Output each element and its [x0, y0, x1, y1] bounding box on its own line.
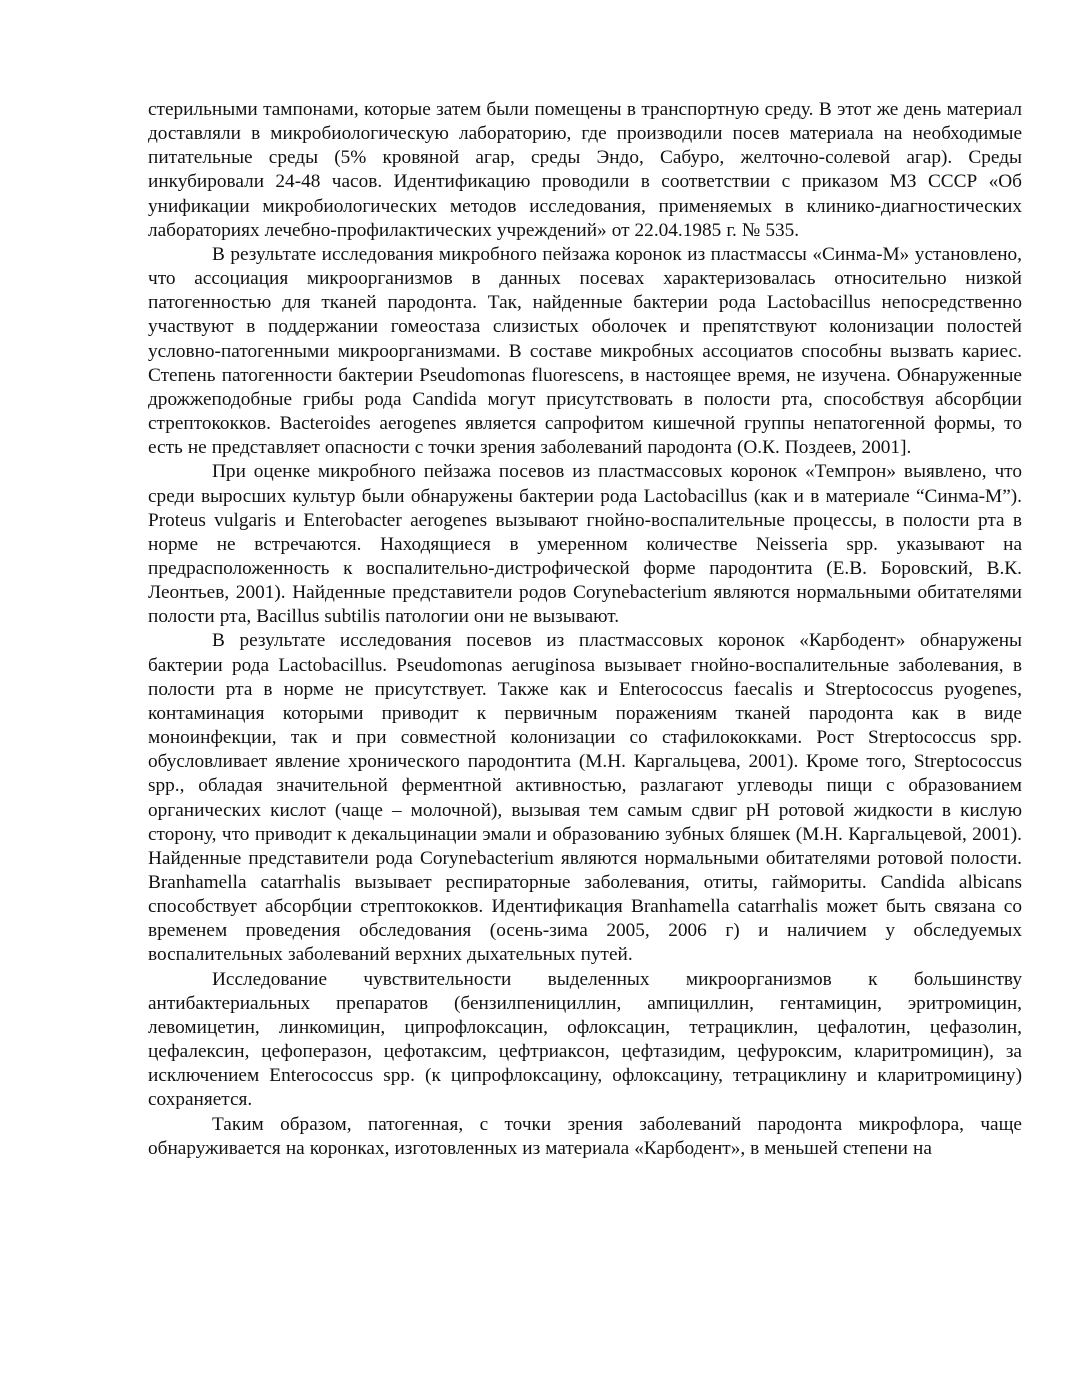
paragraph-karbodent-results: В результате исследования посевов из пластмассовых коронок «Карбодент» обнаружены бактерии рода Lactobacillus. Pseudomonas aeruginosa вызывает гнойно-воспалительные заболевания, в полости рта в норме не присутствует. Также как и Enterococcus faecalis и Streptococcus pyogenes, контаминация которыми приводит к первичным поражениям тканей пародонта как в виде моноинфекции, так и при совместной колонизации со стафилококками. Рост Streptococcus spp. обусловливает явление хронического пародонтита (М.Н. Каргальцева, 2001). Кроме того, Streptococcus spp., обладая значительной ферментной активностью, разлагают углеводы пищи с образованием органических кислот (чаще – молочной), вызывая тем самым сдвиг pH ротовой жидкости в кислую сторону, что приводит к декальцинации эмали и образованию зубных бляшек (М.Н. Каргальцевой, 2001). Найденные представители рода Corynebacterium являются нормальными обитателями ротовой полости. Branhamella catarrhalis вызывает респираторные заболевания, отиты, гаймориты. Candida albicans способствует абсорбции стрептококков. Идентификация Branhamella catarrhalis может быть связана со временем проведения обследования (осень-зима 2005, 2006 г) и наличием у обследуемых воспалительных заболеваний верхних дыхательных путей.	[148, 630, 1022, 966]
paragraph-tempron-results: При оценке микробного пейзажа посевов из пластмассовых коронок «Темпрон» выявлено, что среди выросших культур были обнаружены бактерии рода Lactobacillus (как и в материале “Синма-М”). Proteus vulgaris и Enterobacter aerogenes вызывают гнойно-воспалительные процессы, в полости рта в норме не встречаются. Находящиеся в умеренном количестве Neisseria spp. указывают на предрасположенность к воспалительно-дистрофической форме пародонтита (Е.В. Боровский, В.К. Леонтьев, 2001). Найденные представители родов Corynebacterium являются нормальными обитателями полости рта, Bacillus subtilis патологии они не вызывают.	[148, 461, 1022, 628]
paragraph-conclusion: Таким образом, патогенная, с точки зрения заболеваний пародонта микрофлора, чаще обнаруживается на коронках, изготовленных из материала «Карбодент», в меньшей степени на	[148, 1113, 1022, 1159]
paragraph-sample-collection: стерильными тампонами, которые затем были помещены в транспортную среду. В этот же день материал доставляли в микробиологическую лабораторию, где производили посев материала на необходимые питательные среды (5% кровяной агар, среды Эндо, Сабуро, желточно-солевой агар). Среды инкубировали 24-48 часов. Идентификацию проводили в соответствии с приказом МЗ СССР «Об унификации микробиологических методов исследования, применяемых в клинико-диагностических лабораториях лечебно-профилактических учреждений» от 22.04.1985 г. № 535.	[148, 99, 1022, 241]
document-page	[148, 98, 1022, 1161]
paragraph-sinma-m-results: В результате исследования микробного пейзажа коронок из пластмассы «Синма-М» установлено, что ассоциация микроорганизмов в данных посевах характеризовалась относительно низкой патогенностью для тканей пародонта. Так, найденные бактерии рода Lactobacillus непосредственно участвуют в поддержании гомеостаза слизистых оболочек и препятствуют колонизации полостей условно-патогенными микроорганизмами. В составе микробных ассоциатов способны вызвать кариес. Степень патогенности бактерии Pseudomonas fluorescens, в настоящее время, не изучена. Обнаруженные дрожжеподобные грибы рода Candida могут присутствовать в полости рта, способствуя абсорбции стрептококков. Bacteroides aerogenes является сапрофитом кишечной группы непатогенной формы, то есть не представляет опасности с точки зрения заболеваний пародонта (О.К. Поздеев, 2001].	[148, 243, 1022, 459]
paragraph-antibiotic-sensitivity: Исследование чувствительности выделенных микроорганизмов к большинству антибактериальных препаратов (бензилпенициллин, ампициллин, гентамицин, эритромицин, левомицетин, линкомицин, ципрофлоксацин, офлоксацин, тетрациклин, цефалотин, цефазолин, цефалексин, цефоперазон, цефотаксим, цефтриаксон, цефтазидим, цефуроксим, кларитромицин), за исключением Enterococcus spp. (к ципрофлоксацину, офлоксацину, тетрациклину и кларитромицину) сохраняется.	[148, 968, 1022, 1111]
